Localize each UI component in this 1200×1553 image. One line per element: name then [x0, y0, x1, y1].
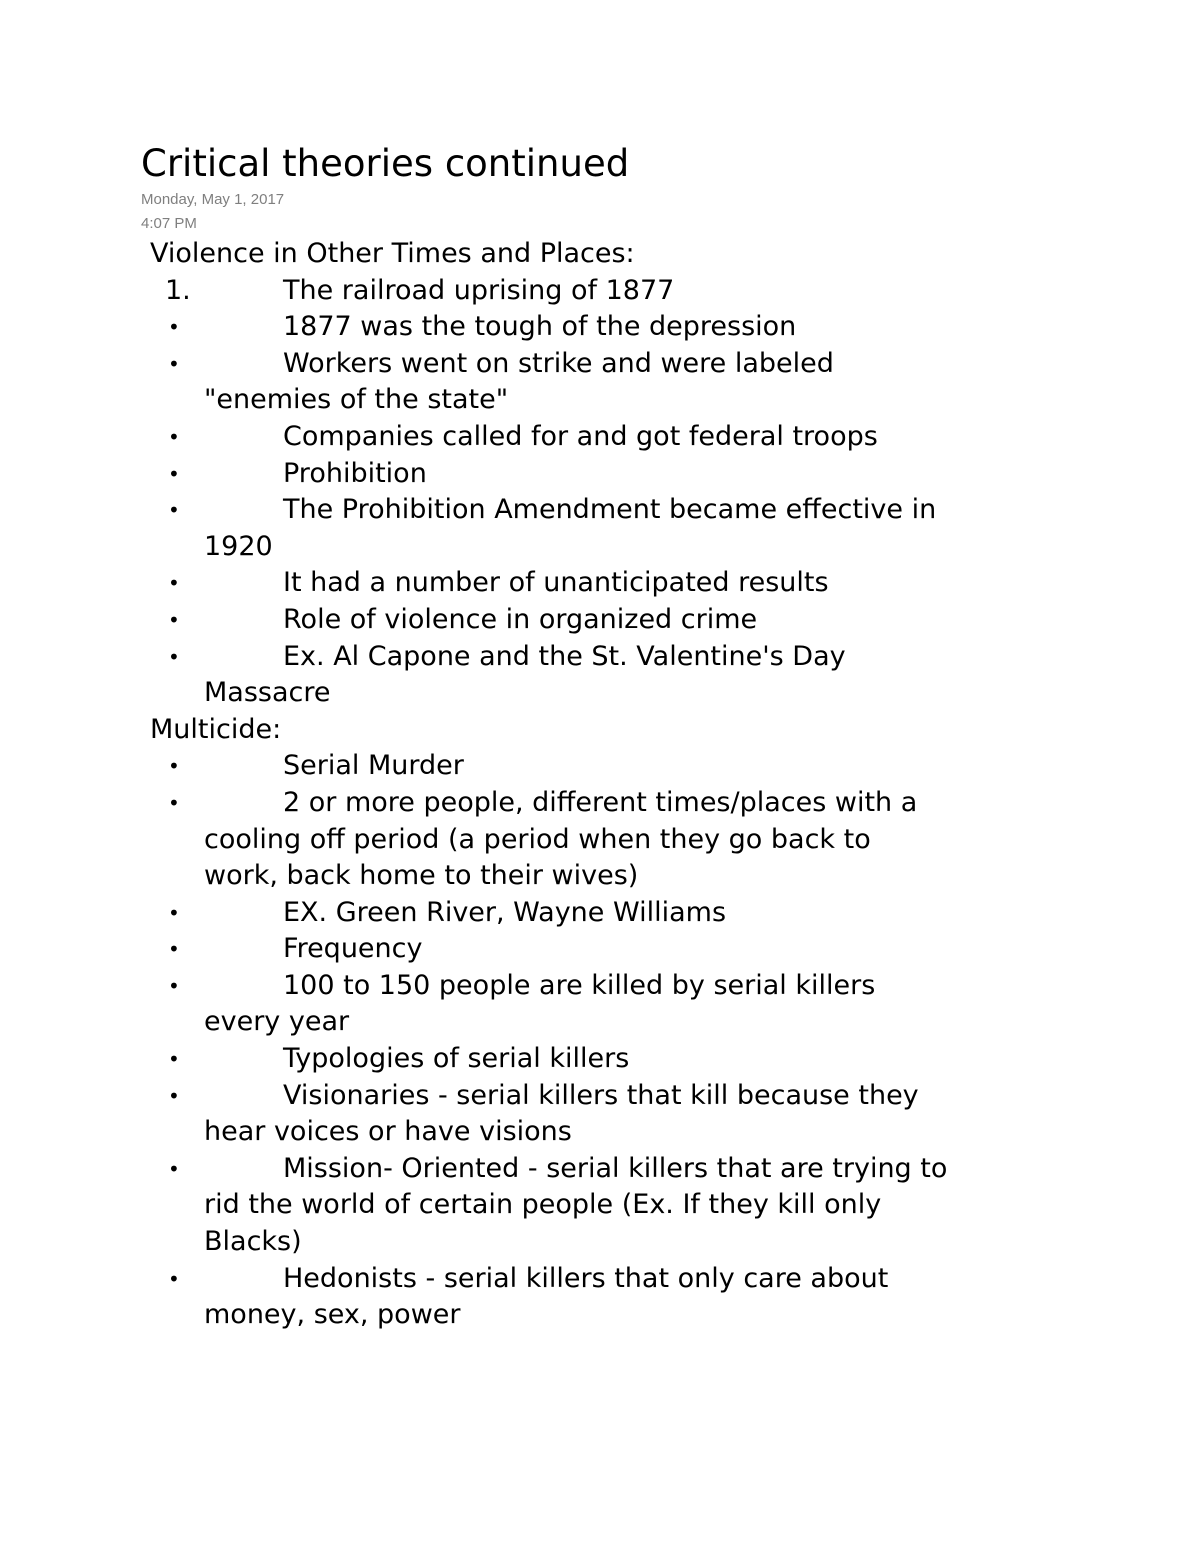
list-item-text: Ex. Al Capone and the St. Valentine's Day: [283, 640, 846, 672]
list-item-text: Typologies of serial killers: [283, 1043, 630, 1075]
list-item-text: Frequency: [283, 933, 423, 965]
list-item-continuation: "enemies of the state": [204, 384, 509, 416]
bullet-item: [0, 346, 1200, 383]
bullet-icon: •: [168, 607, 180, 632]
list-item-text: Visionaries - serial killers that kill because they: [283, 1079, 919, 1111]
numbered-item: [0, 273, 1200, 310]
list-item-continuation: 1920: [204, 530, 273, 562]
list-item-text: 100 to 150 people are killed by serial killers: [283, 969, 876, 1001]
bullet-icon: •: [168, 937, 180, 962]
list-item-continuation: cooling off period (a period when they go back to: [204, 823, 871, 855]
bullet-icon: •: [168, 461, 180, 486]
page-date: Monday, May 1, 2017: [141, 191, 285, 208]
list-item-text: Role of violence in organized crime: [283, 603, 758, 635]
list-item-text: The Prohibition Amendment became effective in: [283, 494, 937, 526]
list-item-continuation: rid the world of certain people (Ex. If they kill only: [204, 1189, 882, 1221]
section-heading: Violence in Other Times and Places:: [150, 238, 635, 269]
bullet-icon: •: [168, 1266, 180, 1291]
list-item-text: Companies called for and got federal troops: [283, 420, 878, 452]
list-item-continuation: every year: [204, 1006, 350, 1038]
list-item-text: Workers went on strike and were labeled: [283, 347, 834, 379]
bullet-item: [0, 785, 1200, 822]
bullet-icon: •: [168, 900, 180, 925]
list-item-continuation: Massacre: [204, 677, 331, 709]
bullet-icon: •: [168, 754, 180, 779]
bullet-item: [0, 748, 1200, 785]
list-item-text: Mission- Oriented - serial killers that are trying to: [283, 1152, 948, 1184]
bullet-item: [0, 639, 1200, 676]
bullet-item: [0, 565, 1200, 602]
list-item-text: It had a number of unanticipated results: [283, 567, 829, 599]
bullet-item: [0, 968, 1200, 1005]
bullet-item: [0, 931, 1200, 968]
bullet-icon: •: [168, 973, 180, 998]
bullet-item: [0, 456, 1200, 493]
page-time: 4:07 PM: [141, 215, 197, 232]
bullet-icon: •: [168, 1047, 180, 1072]
section-heading: Multicide:: [150, 713, 282, 745]
bullet-icon: •: [168, 351, 180, 376]
bullet-icon: •: [168, 790, 180, 815]
list-item-text: EX. Green River, Wayne Williams: [283, 896, 727, 928]
bullet-item: [0, 602, 1200, 639]
list-item-continuation: hear voices or have visions: [204, 1116, 572, 1148]
bullet-icon: •: [168, 644, 180, 669]
bullet-item: [0, 1261, 1200, 1298]
list-number: 1.: [165, 274, 191, 306]
bullet-item: [0, 309, 1200, 346]
list-item-text: Serial Murder: [283, 750, 464, 782]
list-item-continuation: work, back home to their wives): [204, 860, 639, 892]
bullet-item: [0, 1041, 1200, 1078]
bullet-item: [0, 1151, 1200, 1188]
bullet-icon: •: [168, 498, 180, 523]
page-title: Critical theories continued: [141, 142, 630, 185]
list-item-text: Hedonists - serial killers that only care about: [283, 1262, 889, 1294]
list-item-text: 1877 was the tough of the depression: [283, 311, 797, 343]
bullet-item: [0, 492, 1200, 529]
bullet-item: [0, 895, 1200, 932]
bullet-icon: •: [168, 1083, 180, 1108]
bullet-icon: •: [168, 315, 180, 340]
bullet-icon: •: [168, 571, 180, 596]
list-item-continuation: Blacks): [204, 1226, 302, 1258]
bullet-icon: •: [168, 1156, 180, 1181]
list-item-text: The railroad uprising of 1877: [283, 274, 675, 306]
note-body: [0, 236, 1200, 1334]
list-item-continuation: money, sex, power: [204, 1299, 461, 1331]
list-item-text: Prohibition: [283, 457, 427, 489]
bullet-item: [0, 1078, 1200, 1115]
list-item-text: 2 or more people, different times/places with a: [283, 786, 918, 818]
bullet-item: [0, 419, 1200, 456]
bullet-icon: •: [168, 424, 180, 449]
